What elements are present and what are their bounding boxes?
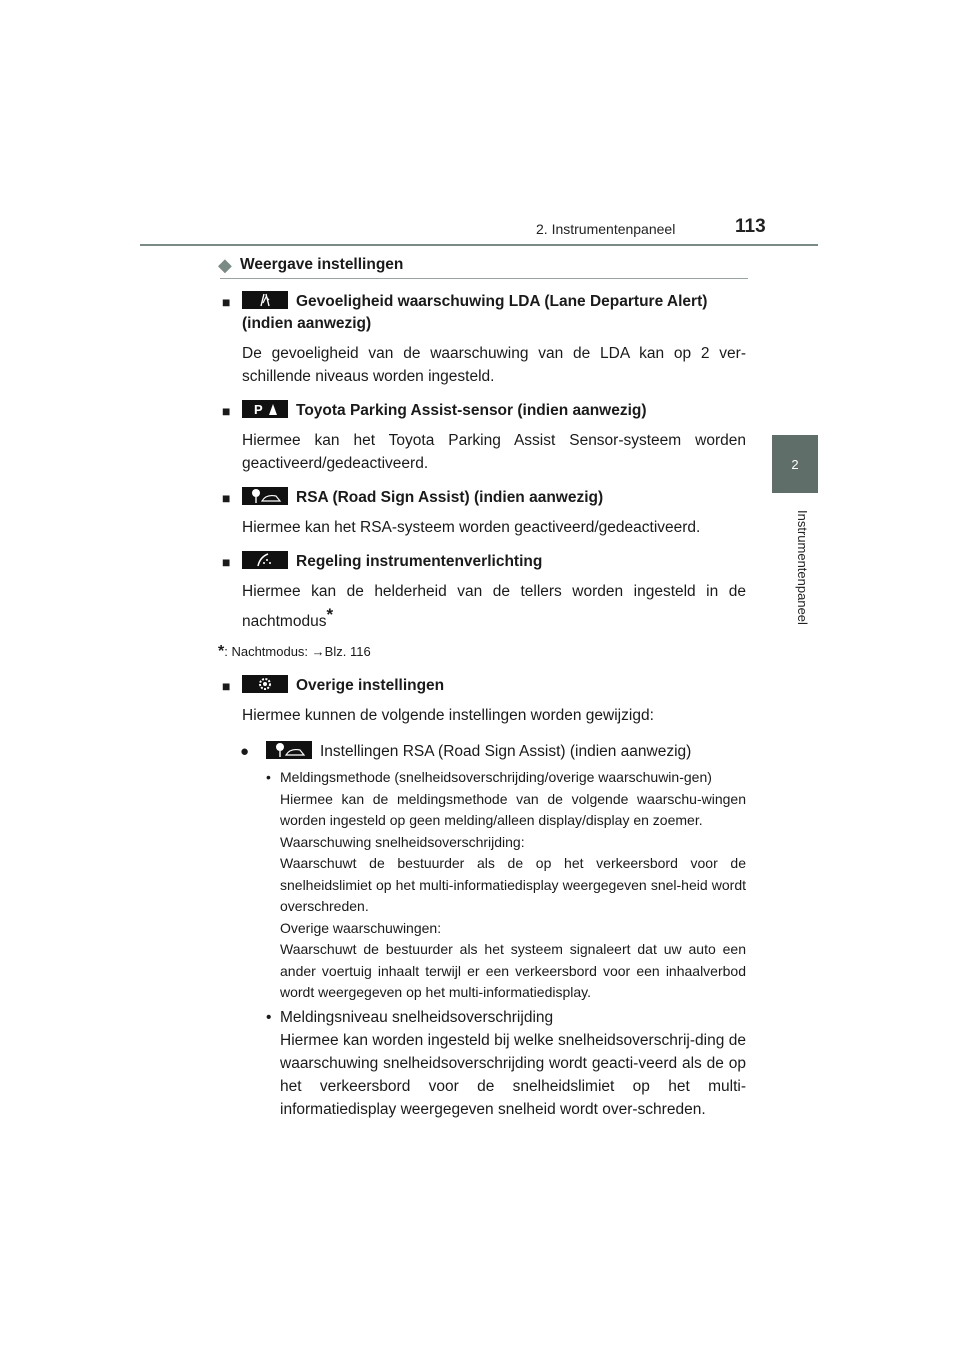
item-other [218,675,746,1121]
dot-bullet-icon: • [266,1008,272,1026]
item-lighting [218,551,746,633]
item-body: Hiermee kan het Toyota Parking Assist Sensor-systeem worden geactiveerd/gedeactiveerd. [242,432,746,472]
item-title: Overige instellingen [296,677,445,695]
item-parking [218,400,746,475]
item-body-text: Hiermee kan de helderheid van de tellers worden ingesteld in de nachtmodus [242,583,746,631]
round-bullet-icon: ● [240,743,250,761]
square-bullet-icon: ■ [222,294,231,310]
chapter-tab: 2 [772,435,818,493]
item-heading [218,291,746,335]
chapter-tab-label: Instrumentenpaneel [795,510,810,625]
item-heading [218,400,746,422]
footnote-text: : Nachtmodus: →Blz. 116 [224,644,371,660]
section-rule [220,278,748,279]
sub-item-rsa-settings [218,741,746,763]
settings-list [218,767,746,1121]
section-heading [218,255,746,275]
footnote [218,643,746,661]
section-title: Weergave instellingen [240,256,404,273]
page-content [218,255,746,1121]
footnote-marker: * [326,605,334,624]
road-sign-car-icon [242,487,288,505]
item-body: Hiermee kan het RSA-systeem worden geactiveerd/gedeactiveerd. [242,519,701,536]
item-heading [218,675,746,697]
item-body [218,580,746,633]
svg-text:P: P [254,402,263,417]
road-sign-car-icon [266,741,312,759]
dimmer-icon [242,551,288,569]
item-heading [218,551,746,573]
lane-departure-icon [242,291,288,309]
list-item-text: Waarschuwt de bestuurder als het systeem signaleert dat uw auto een ander voertuig inhaalt terwijl er een verkeersbord voor een inhaalverbod wordt weergegeven op het multi-informatiedisplay. [280,941,746,1001]
square-bullet-icon: ■ [222,678,231,695]
square-bullet-icon: ■ [222,554,231,570]
item-rsa [218,487,746,539]
running-header-section: 2. Instrumentenpaneel [536,221,676,237]
list-item-text: Hiermee kan de meldingsmethode van de volgende waarschu-wingen worden ingesteld op geen melding/alleen display/display en zoemer. [280,790,746,829]
list-item-subhead: Overige waarschuwingen: [280,919,442,936]
dot-bullet-icon: • [266,769,271,786]
diamond-bullet-icon: ◆ [218,255,232,275]
list-item-title: Meldingsmethode (snelheidsoverschrijding/overige waarschuwin-gen) [280,769,712,786]
list-item-subhead: Waarschuwing snelheidsoverschrijding: [280,833,525,850]
item-body: De gevoeligheid van de waarschuwing van de LDA kan op 2 ver-schillende niveaus worden ingesteld. [242,345,746,385]
parking-assist-icon [242,400,288,418]
item-title: Gevoeligheid waarschuwing LDA (Lane Departure Alert) (indien aanwezig) [242,293,708,332]
item-body: Hiermee kunnen de volgende instellingen worden gewijzigd: [242,707,654,725]
item-heading [218,487,746,509]
list-item [266,1006,746,1121]
page-number: 113 [735,216,766,237]
square-bullet-icon: ■ [222,490,231,506]
list-item-text: Waarschuwt de bestuurder als de op het verkeersbord voor de snelheidslimiet op het multi-informatiedisplay weergegeven snel-heid wordt overschreden. [280,855,746,915]
header-rule [140,244,818,246]
item-title: RSA (Road Sign Assist) (indien aanwezig) [296,489,604,506]
item-title: Toyota Parking Assist-sensor (indien aanwezig) [296,402,647,419]
footnote-star: * [218,643,225,661]
list-item-title: Meldingsniveau snelheidsoverschrijding [280,1008,554,1026]
sub-item-title: Instellingen RSA (Road Sign Assist) (indien aanwezig) [320,743,692,761]
square-bullet-icon: ■ [222,403,231,419]
gear-icon [242,675,288,693]
item-title: Regeling instrumentenverlichting [296,553,543,570]
item-lda [218,291,746,388]
list-item-text: Hiermee kan worden ingesteld bij welke snelheidsoverschrij-ding de waarschuwing snelheidsoverschrijding wordt geacti-veerd als de op het verkeersbord voor de snelheidslimiet op het multi-informatiedisplay weergegeven snelheid wordt over-schreden. [280,1031,746,1118]
list-item [266,767,746,1004]
